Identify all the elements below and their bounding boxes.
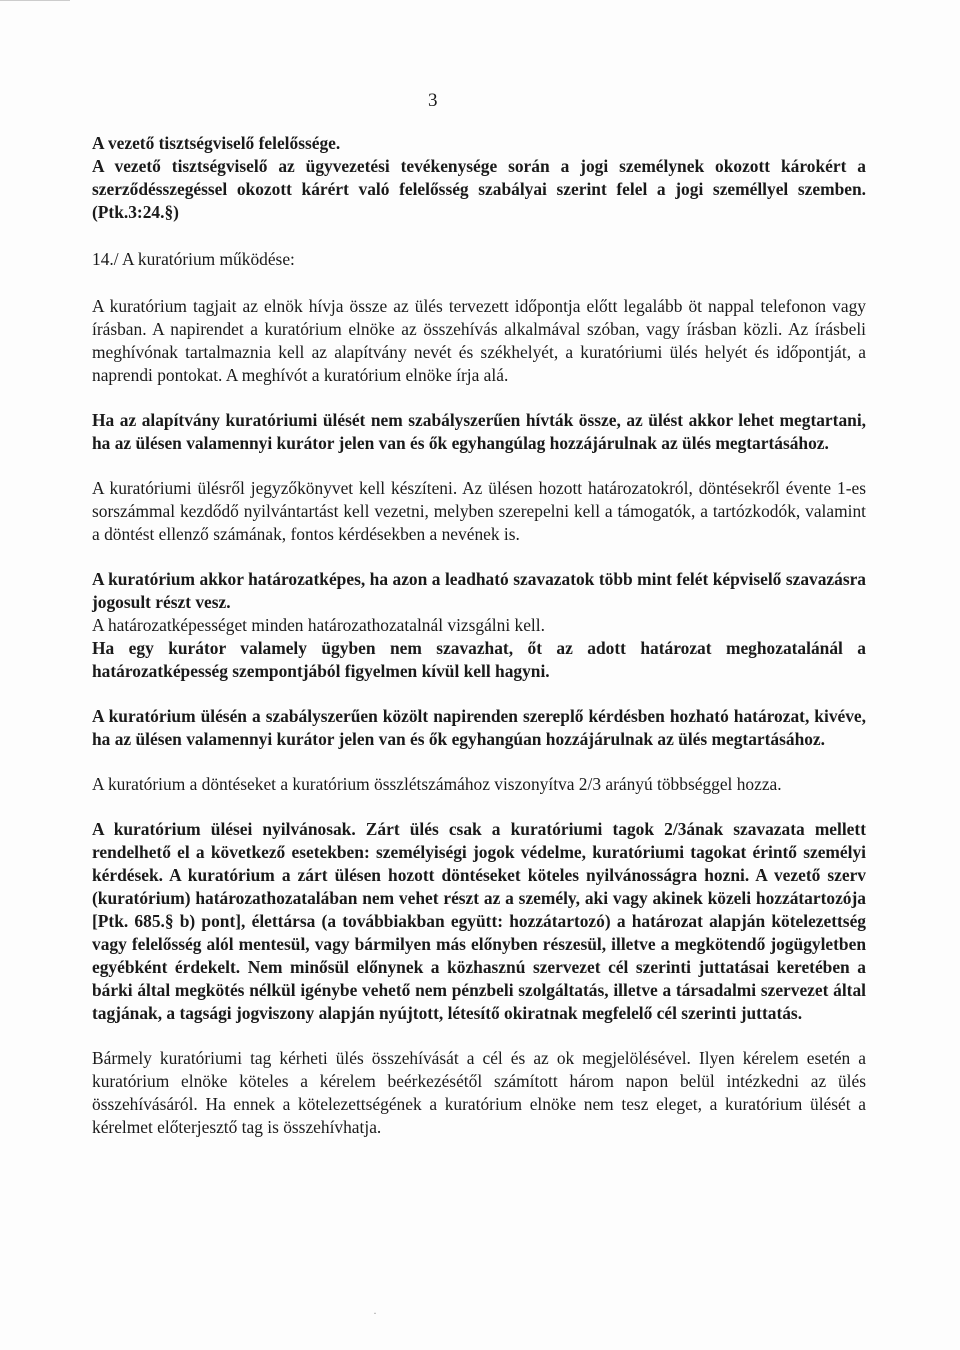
page-number: 3 — [428, 90, 438, 111]
paragraph-quorum: A kuratórium akkor határozatképes, ha azon a leadható szavazatok több mint felét képviselő szavazásra jogosult részt vesz. — [92, 569, 866, 612]
scan-artifact: · — [373, 1306, 377, 1320]
heading-executive-liability: A vezető tisztségviselő felelőssége. — [92, 133, 341, 153]
paragraph-convening: A kuratórium tagjait az elnök hívja össze az ülés tervezett időpontja előtt legalább öt nappal telefonon vagy írásban. A napirendet a kuratórium elnöke az összehívás alkalmával szóban, vagy írásban közli. Az írásbeli meghívónak tartalmaznia kell az alapítvány nevét és székhelyét, a kuratóriumi ülés helyét és időpontját, a naprendi pontokat. A meghívót a kuratórium elnöke írja alá. — [92, 296, 866, 385]
paragraph-public-sessions: A kuratórium ülései nyilvánosak. Zárt ülés csak a kuratóriumi tagok 2/3ának szavazata mellett rendelhető el a következő esetekben: személyiségi jogok védelme, kuratóriumi tagokat érintő személyi kérdések. A kuratórium a zárt ülésen hozott döntéseket köteles nyilvánosságra hozni. A vezető szerv (kuratórium) határozathozatalában nem vehet részt az a személy, aki vagy akinek közeli hozzátartozója [Ptk. 685.§ b) pont], élettársa (a továbbiakban együtt: hozzátartozó) a határozat alapján kötelezettség vagy felelősség alól mentesül, vagy bármilyen más előnyben részesül, illetve a megkötendő jogügyletben egyébként érdekelt. Nem minősül előnynek a közhasznú szervezet cél szerinti juttatásai keretében a bárki által megkötés nélkül igénybe vehető nem pénzbeli szolgáltatás, illetve a társadalmi szervezet által tagjának, a tagsági jogviszony alapján nyújtott, létesítő okiratnak megfelelő cél szerinti juttatás. — [92, 819, 866, 1023]
heading-board-operation: 14./ A kuratórium működése: — [92, 249, 295, 269]
paragraph-member-request: Bármely kuratóriumi tag kérheti ülés összehívását a cél és az ok megjelölésével. Ilyen kérelem esetén a kuratórium elnöke köteles a kérelem beérkezésétől számított három napon belül intézkedni az ülés összehívásáról. Ha ennek a kötelezettségének a kuratórium elnöke nem tesz eleget, a kuratórium ülését a kérelmet előterjesztő tag is összehívhatja. — [92, 1048, 866, 1137]
scan-edge-line — [0, 0, 70, 1]
paragraph-liability: A vezető tisztségviselő az ügyvezetési tevékenysége során a jogi személynek okozott károkért a szerződésszegéssel okozott kárért való felelősség szabályai szerint felel a jogi személlyel szemben. (Ptk.3:24.§) — [92, 156, 866, 222]
paragraph-minutes: A kuratóriumi ülésről jegyzőkönyvet kell készíteni. Az ülésen hozott határozatokról, döntésekről évente 1-es sorszámmal kezdődő nyilvántartást kell vezetni, melyben szerepelni kell a támogatók, a tartózkodók, valamint a döntést ellenző számának, fontos kérdésekben a nevének is. — [92, 478, 866, 544]
paragraph-majority: A kuratórium a döntéseket a kuratórium összlétszámához viszonyítva 2/3 arányú többséggel hozza. — [92, 774, 782, 794]
paragraph-excluded-vote: Ha egy kurátor valamely ügyben nem szavazhat, őt az adott határozat meghozatalánál a határozatképesség szempontjából figyelmen kívül kell hagyni. — [92, 638, 866, 681]
paragraph-quorum-check: A határozatképességet minden határozathozatalnál vizsgálni kell. — [92, 615, 545, 635]
paragraph-agenda-decisions: A kuratórium ülésén a szabályszerűen közölt napirenden szereplő kérdésben hozható határozat, kivéve, ha az ülésen valamennyi kurátor jelen van és ők egyhangúan hozzájárulnak az ülés megtartásához. — [92, 706, 866, 749]
paragraph-irregular-convening: Ha az alapítvány kuratóriumi ülését nem szabályszerűen hívták össze, az ülést akkor lehet megtartani, ha az ülésen valamennyi kurátor jelen van és ők egyhangúlag hozzájárulnak az ülés megtartásához. — [92, 410, 866, 453]
document-body — [92, 132, 866, 1139]
